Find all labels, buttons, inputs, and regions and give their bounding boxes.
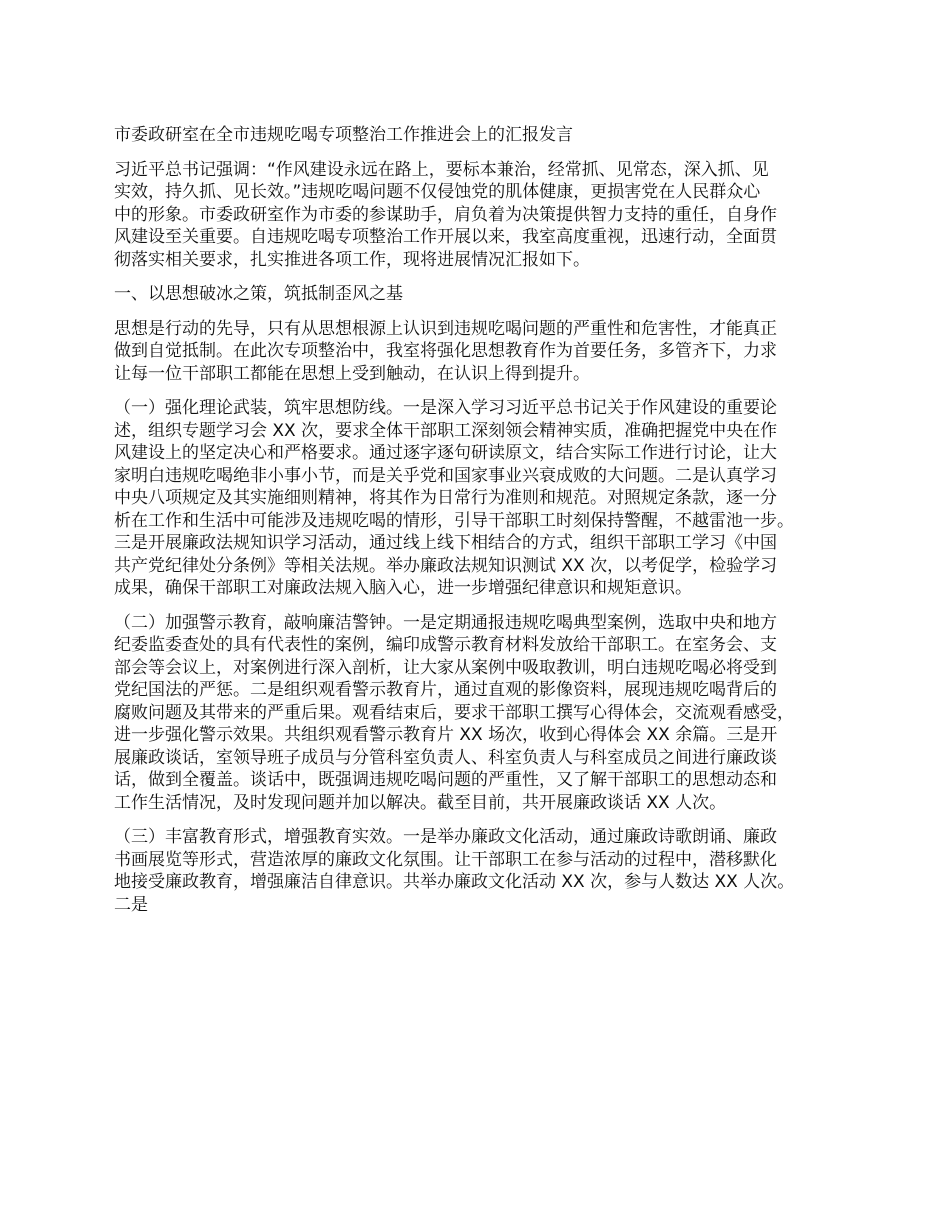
paragraph-line: （一）强化理论武装，筑牢思想防线。一是深入学习习近平总书记关于作风建设的重要论 [114,398,777,418]
document-page [114,124,859,928]
paragraph-line: 工作生活情况，及时发现问题并加以解决。截至目前，共开展廉政谈话 XX 人次。 [114,792,727,813]
paragraph-line: 地接受廉政教育，增强廉洁自律意识。共举办廉政文化活动 XX 次，参与人数达 XX 人次。 [114,872,795,892]
subsection-3-paragraph [114,826,859,916]
intro-line: 习近平总书记强调：“作风建设永远在路上，要标本兼治，经常抓、见常态，深入抓、见 [114,159,769,180]
document-title: 市委政研室在全市违规吃喝专项整治工作推进会上的汇报发言 [114,125,573,145]
intro-line: 彻落实相关要求，扎实推进各项工作，现将进展情况汇报如下。 [114,249,590,270]
paragraph-line: 让每一位干部职工都能在思想上受到触动，在认识上得到提升。 [114,363,590,384]
subsection-2-paragraph [114,612,859,815]
paragraph-line: 共产党纪律处分条例》等相关法规。举办廉政法规知识测试 XX 次，以考促学，检验学习 [114,555,778,576]
paragraph-line: 思想是行动的先导，只有从思想根源上认识到违规吃喝问题的严重性和危害性，才能真正 [114,318,777,339]
paragraph-line: 中央八项规定及其实施细则精神，将其作为日常行为准则和规范。对照规定条款，逐一分 [114,488,777,508]
paragraph-line: 家明白违规吃喝绝非小事小节，而是关乎党和国家事业兴衰成败的大问题。二是认真学习 [114,465,777,486]
paragraph-line: 进一步强化警示效果。共组织观看警示教育片 XX 场次，收到心得体会 XX 余篇。三是开 [114,725,778,745]
paragraph-line: 腐败问题及其带来的严重后果。观看结束后，要求干部职工撰写心得体会，交流观看感受， [114,702,794,723]
paragraph-line: 述，组织专题学习会 XX 次，要求全体干部职工深刻领会精神实质，准确把握党中央在作 [114,420,778,441]
section-heading: 一、以思想破冰之策，筑抵制歪风之基 [114,284,403,304]
paragraph-line: 书画展览等形式，营造浓厚的廉政文化氛围。让干部职工在参与活动的过程中，潜移默化 [114,849,777,870]
intro-line: 实效，持久抓、见长效。”违规吃喝问题不仅侵蚀党的肌体健康，更损害党在人民群众心 [114,182,761,202]
paragraph-line: 党纪国法的严惩。二是组织观看警示教育片，通过直观的影像资料，展现违规吃喝背后的 [114,680,777,700]
paragraph-line: 纪委监委查处的具有代表性的案例，编印成警示教育材料发放给干部职工。在室务会、支 [114,635,777,655]
paragraph-line: 展廉政谈话，室领导班子成员与分管科室负责人、科室负责人与科室成员之间进行廉政谈 [114,747,777,768]
paragraph-line: 成果，确保干部职工对廉政法规入脑入心，进一步增强纪律意识和规矩意识。 [114,578,692,598]
paragraph-line: （二）加强警示教育，敲响廉洁警钟。一是定期通报违规吃喝典型案例，选取中央和地方 [114,612,777,633]
section-intro-paragraph [114,318,859,386]
paragraph-line: 做到自觉抵制。在此次专项整治中，我室将强化思想教育作为首要任务，多管齐下，力求 [114,341,777,361]
intro-line: 风建设至关重要。自违规吃喝专项整治工作开展以来，我室高度重视，迅速行动，全面贯 [114,227,777,247]
subsection-1-paragraph [114,397,859,600]
paragraph-line: 析在工作和生活中可能涉及违规吃喝的情形，引导干部职工时刻保持警醒，不越雷池一步。 [114,510,794,531]
paragraph-line: 二是 [114,894,148,915]
paragraph-line: （三）丰富教育形式，增强教育实效。一是举办廉政文化活动，通过廉政诗歌朗诵、廉政 [114,827,777,847]
intro-paragraph [114,159,859,272]
paragraph-line: 风建设上的坚定决心和严格要求。通过逐字逐句研读原文，结合实际工作进行讨论，让大 [114,443,777,463]
paragraph-line: 三是开展廉政法规知识学习活动，通过线上线下相结合的方式，组织干部职工学习《中国 [114,533,777,553]
intro-line: 中的形象。市委政研室作为市委的参谋助手，肩负着为决策提供智力支持的重任，自身作 [114,204,777,225]
paragraph-line: 话，做到全覆盖。谈话中，既强调违规吃喝问题的严重性，又了解干部职工的思想动态和 [114,770,777,790]
paragraph-line: 部会等会议上，对案例进行深入剖析，让大家从案例中吸取教训，明白违规吃喝必将受到 [114,657,777,678]
